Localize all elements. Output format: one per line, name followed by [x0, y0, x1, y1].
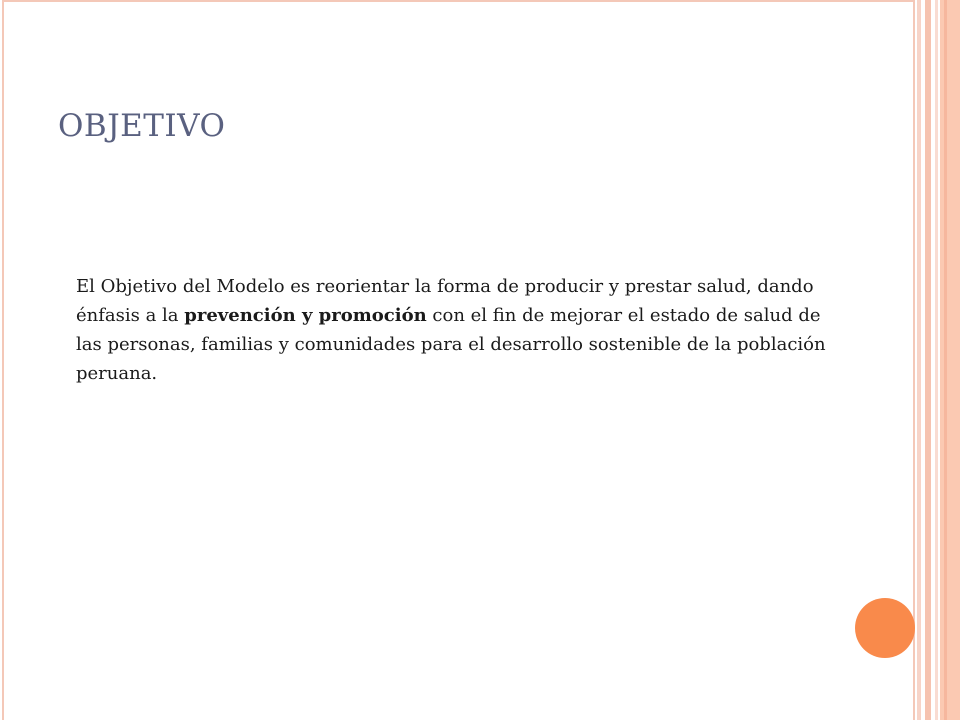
decorative-circle: [855, 598, 915, 658]
decorative-stripe: [935, 0, 938, 720]
decorative-stripe: [940, 0, 960, 720]
decorative-stripe: [925, 0, 931, 720]
decorative-stripe: [944, 0, 947, 720]
decorative-stripe: [917, 0, 921, 720]
slide-title: OBJETIVO: [58, 108, 226, 144]
paragraph-text-end: con el fin de mejorar el estado de salud de las personas, familias y comunidades para el desarrollo sostenible de la población peruana.: [76, 305, 826, 384]
paragraph-emphasis: prevención y promoción: [184, 305, 427, 326]
objective-paragraph: [76, 272, 836, 388]
paragraph-text-start: El Objetivo del Modelo es reorientar la forma de producir y prestar salud, dando énfasis a la: [76, 276, 814, 326]
